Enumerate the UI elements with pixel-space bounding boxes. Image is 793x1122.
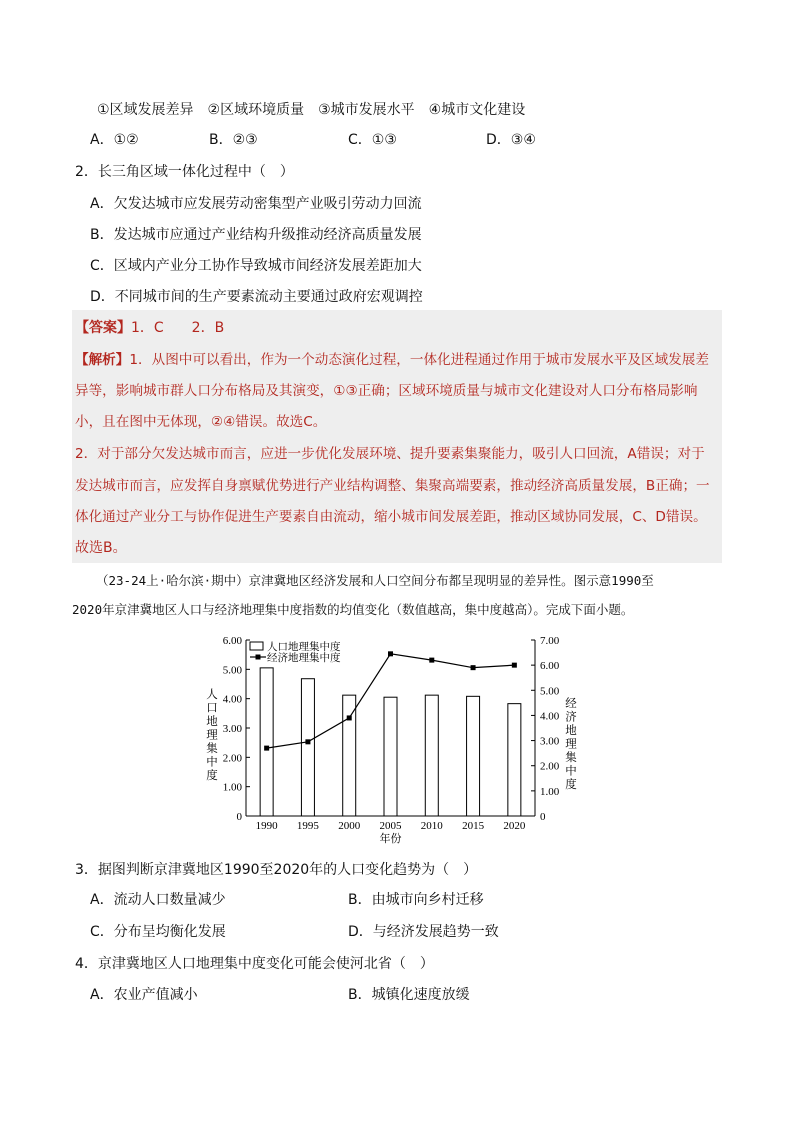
x-tick-label: 2020 <box>503 820 526 832</box>
x-tick-label: 2010 <box>420 820 443 832</box>
right-tick-label: 6.00 <box>540 660 560 673</box>
legend-line-label: 经济地理集中度 <box>267 653 341 664</box>
analysis-line-3: 小，且在图中无体现，②④错误。故选C。 <box>75 414 327 430</box>
right-tick-label: 2.00 <box>540 760 560 773</box>
q1-items: ①区域发展差异 ②区域环境质量 ③城市发展水平 ④城市文化建设 <box>97 102 526 118</box>
point-economy <box>388 651 393 656</box>
x-tick-label: 2005 <box>379 820 402 832</box>
left-axis-title: 人口地理集中度 <box>206 689 218 782</box>
q1-option-c: C．①③ <box>348 132 397 148</box>
point-economy <box>512 663 517 668</box>
q1-option-b: B．②③ <box>209 132 258 148</box>
right-tick-label: 3.00 <box>540 735 560 748</box>
left-tick-label: 4.00 <box>222 693 242 706</box>
x-tick-label: 2015 <box>462 820 485 832</box>
point-economy <box>471 665 476 670</box>
legend-bar-label: 人口地理集中度 <box>267 642 341 653</box>
analysis-label: 【解析】 <box>75 352 130 368</box>
analysis-line-7: 故选B。 <box>75 540 127 556</box>
q2-option-c: C．区域内产业分工协作导致城市间经济发展差距加大 <box>90 258 422 274</box>
left-tick-label: 1.00 <box>222 781 242 794</box>
bar-population <box>384 697 397 816</box>
left-tick-label: 5.00 <box>222 664 242 677</box>
analysis-text-1: 1．从图中可以看出，作为一个动态演化过程，一体化进程通过作用于城市发展水平及区域发展差 <box>129 352 709 368</box>
point-economy <box>347 715 352 720</box>
right-tick-label: 4.00 <box>540 710 560 723</box>
q2-option-d: D．不同城市间的生产要素流动主要通过政府宏观调控 <box>90 289 423 305</box>
intro-line-2: 2020年京津冀地区人口与经济地理集中度指数的均值变化（数值越高，集中度越高）。完成下面小题。 <box>72 602 634 617</box>
point-economy <box>264 746 269 751</box>
bar-population <box>343 695 356 816</box>
point-economy <box>305 739 310 744</box>
x-tick-label: 1990 <box>255 820 278 832</box>
x-tick-label: 1995 <box>296 820 319 832</box>
intro-line-1: （23-24上·哈尔滨·期中）京津冀地区经济发展和人口空间分布都呈现明显的差异性。图示意1990至 <box>96 573 654 588</box>
analysis-line-2: 异等，影响城市群人口分布格局及其演变，①③正确；区域环境质量与城市文化建设对人口分布格局影响 <box>75 383 698 399</box>
q4-option-a: A．农业产值减小 <box>90 987 198 1003</box>
bar-population <box>260 668 273 816</box>
bar-population <box>425 695 438 816</box>
left-tick-label: 6.00 <box>222 635 242 647</box>
q3-option-a: A．流动人口数量减少 <box>90 892 226 908</box>
left-tick-label: 3.00 <box>222 723 242 735</box>
q2-stem: 2．长三角区域一体化过程中（ ） <box>75 164 294 180</box>
right-axis-title: 经济地理集中度 <box>565 698 577 791</box>
right-tick-label: 5.00 <box>540 685 560 698</box>
right-tick-label: 1.00 <box>540 785 560 798</box>
point-economy <box>429 658 434 663</box>
analysis-line-5: 发达城市而言，应发挥自身禀赋优势进行产业结构调整、集聚高端要素，推动经济高质量发展，B正确；一 <box>75 478 710 494</box>
q3-option-c: C．分布呈均衡化发展 <box>90 924 226 940</box>
bar-population <box>301 679 314 816</box>
analysis-line-4: 2．对于部分欠发达城市而言，应进一步优化发展环境、提升要素集聚能力，吸引人口回流，A错误；对于 <box>75 446 705 462</box>
answer-text: 1．C 2．B <box>131 320 225 336</box>
left-tick-label: 2.00 <box>222 752 242 765</box>
q3-option-d: D．与经济发展趋势一致 <box>348 924 499 940</box>
answer-label: 【答案】 <box>75 320 131 336</box>
q3-option-b: B．由城市向乡村迁移 <box>348 892 484 908</box>
x-axis-title: 年份 <box>379 833 402 845</box>
right-tick-label: 0 <box>540 811 546 823</box>
bar-population <box>467 696 480 816</box>
right-tick-label: 7.00 <box>540 635 560 647</box>
left-tick-label: 0 <box>236 811 242 823</box>
q2-option-a: A．欠发达城市应发展劳动密集型产业吸引劳动力回流 <box>90 196 422 212</box>
bar-population <box>508 704 521 816</box>
q4-stem: 4．京津冀地区人口地理集中度变化可能会使河北省（ ） <box>75 956 434 972</box>
legend-line-marker <box>256 655 261 660</box>
x-tick-label: 2000 <box>338 820 361 832</box>
q2-option-b: B．发达城市应通过产业结构升级推动经济高质量发展 <box>90 227 422 243</box>
analysis-line-6: 体化通过产业分工与协作促进生产要素自由流动，缩小城市间发展差距，推动区域协同发展，C、D错误。 <box>75 509 707 525</box>
q3-stem: 3．据图判断京津冀地区1990至2020年的人口变化趋势为（ ） <box>75 862 478 878</box>
q1-option-d: D．③④ <box>486 132 536 148</box>
legend-bar-swatch <box>250 642 263 650</box>
q1-option-a: A．①② <box>90 132 139 148</box>
q4-option-b: B．城镇化速度放缓 <box>348 987 470 1003</box>
